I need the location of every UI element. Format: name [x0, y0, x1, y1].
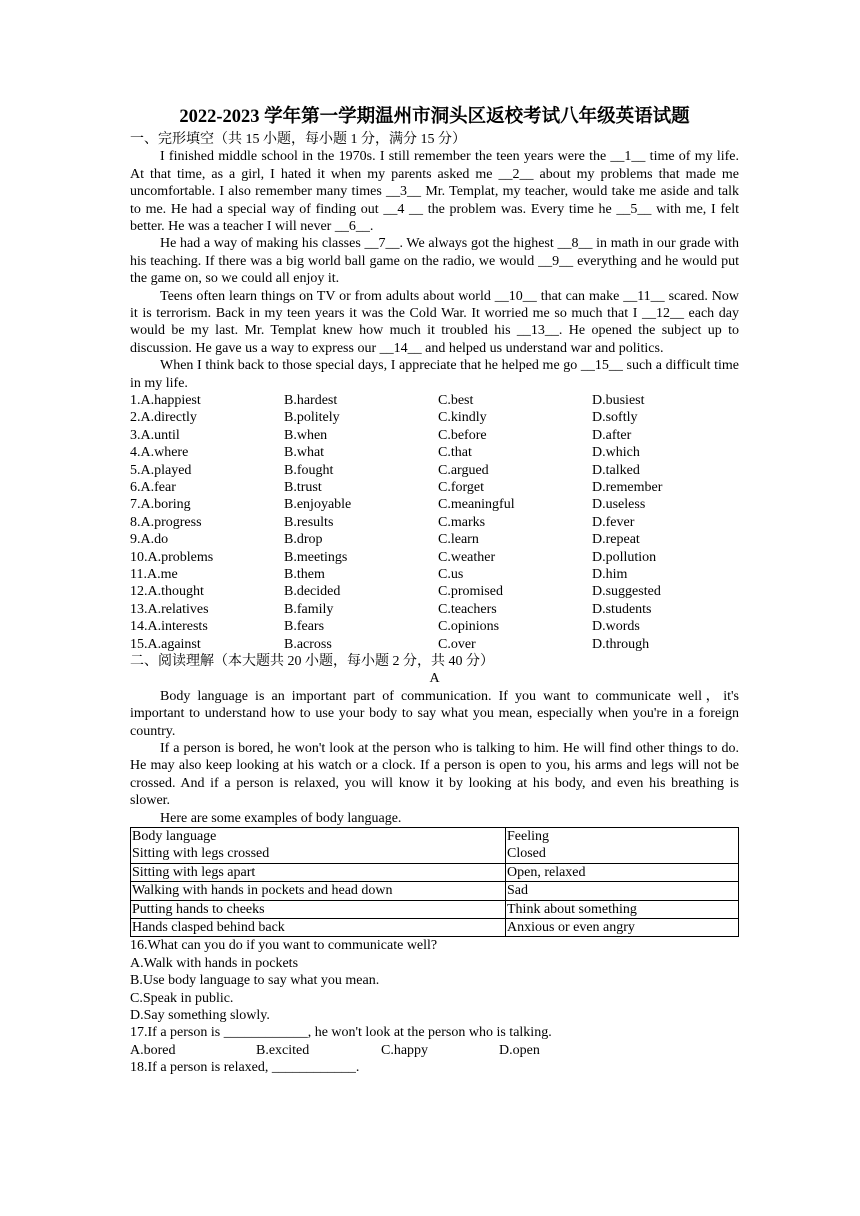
option-c: C.over: [438, 636, 476, 652]
option-a: 2.A.directly: [130, 410, 197, 426]
table-cell: Putting hands to cheeks: [132, 901, 265, 917]
option-b: B.politely: [284, 410, 340, 426]
option-c: C.that: [438, 445, 472, 461]
option-a: 12.A.thought: [130, 584, 204, 600]
option-d: D.suggested: [592, 584, 661, 600]
table-row: [131, 882, 739, 900]
option-c: C.best: [438, 393, 474, 409]
section1-heading: 一、完形填空（共 15 小题，每小题 1 分，满分 15 分）: [130, 132, 466, 147]
question-17-option-d: D.open: [499, 1042, 540, 1058]
table-header-row: [131, 828, 739, 864]
option-b: B.what: [284, 445, 325, 461]
option-b: B.when: [284, 427, 328, 443]
option-d: D.remember: [592, 480, 663, 496]
option-a: 1.A.happiest: [130, 393, 201, 409]
option-b: B.hardest: [284, 393, 338, 409]
option-c: C.marks: [438, 514, 486, 530]
option-d: D.repeat: [592, 532, 640, 548]
option-row-7: [130, 496, 739, 513]
table-cell: Hands clasped behind back: [132, 920, 285, 936]
option-c: C.forget: [438, 480, 485, 496]
option-d: D.softly: [592, 410, 638, 426]
option-a: 5.A.played: [130, 462, 192, 478]
option-c: C.meaningful: [438, 497, 515, 513]
table-header-feeling: Feeling: [507, 829, 549, 845]
option-c: C.learn: [438, 532, 479, 548]
option-c: C.teachers: [438, 601, 497, 617]
table-cell: Closed: [507, 846, 546, 862]
question-16-stem: 16.What can you do if you want to communicate well?: [130, 938, 438, 954]
question-16-option-c: C.Speak in public.: [130, 990, 234, 1006]
table-row: [131, 919, 739, 937]
option-a: 6.A.fear: [130, 480, 176, 496]
option-row-11: [130, 566, 739, 583]
option-b: B.across: [284, 636, 332, 652]
option-row-5: [130, 462, 739, 479]
option-c: C.weather: [438, 549, 496, 565]
option-row-1: [130, 392, 739, 409]
option-row-8: [130, 514, 739, 531]
option-b: B.decided: [284, 584, 341, 600]
option-c: C.before: [438, 427, 487, 443]
option-row-4: [130, 444, 739, 461]
option-d: D.talked: [592, 462, 640, 478]
table-cell: Walking with hands in pockets and head down: [132, 883, 393, 899]
option-row-6: [130, 479, 739, 496]
question-17-option-a: A.bored: [130, 1042, 176, 1058]
table-cell: Sitting with legs apart: [132, 864, 256, 880]
option-a: 15.A.against: [130, 636, 201, 652]
option-row-10: [130, 549, 739, 566]
option-c: C.us: [438, 567, 464, 582]
option-d: D.students: [592, 601, 652, 617]
option-b: B.family: [284, 601, 334, 617]
option-b: B.them: [284, 567, 325, 582]
reading-paragraph-3: Here are some examples of body language.: [160, 810, 402, 826]
option-d: D.fever: [592, 514, 635, 530]
option-b: B.results: [284, 514, 334, 530]
reading-paragraph-2: If a person is bored, he won't look at the person who is talking to him. He will find other things to do. He may also keep looking at his watch or a clock. If a person is open to you, his arms and legs will not be crossed. And if a person is relaxed, you will know it by looking at his body, and even his breathing is slower.: [130, 740, 739, 809]
body-language-table: [130, 827, 739, 937]
table-cell: Think about something: [507, 901, 637, 917]
cloze-options: [130, 392, 739, 653]
question-17-option-c: C.happy: [381, 1042, 429, 1058]
cloze-paragraph-3: Teens often learn things on TV or from adults about world __10__ that can make __11__ scared. Now it is terrorism. Back in my teen years it was the Cold War. It worried me so much that I __12__ each day would be my last. Mr. Templat knew how much it troubled his __13__. He opened the subject up to discussion. He gave us a way to express our __14__ and helped us understand war and politics.: [130, 288, 739, 356]
option-b: B.meetings: [284, 549, 348, 565]
option-c: C.kindly: [438, 410, 487, 426]
question-17-stem: 17.If a person is ____________, he won't look at the person who is talking.: [130, 1025, 552, 1041]
option-a: 11.A.me: [130, 567, 178, 582]
option-row-2: [130, 409, 739, 426]
option-c: C.opinions: [438, 619, 500, 635]
option-b: B.fought: [284, 462, 334, 478]
option-d: D.useless: [592, 497, 646, 513]
option-d: D.him: [592, 567, 628, 582]
option-row-14: [130, 618, 739, 635]
question-17-options: [130, 1042, 739, 1059]
table-cell: Sitting with legs crossed: [132, 846, 270, 862]
passage-label: A: [429, 671, 440, 687]
question-16-option-d: D.Say something slowly.: [130, 1008, 270, 1024]
exam-title: 2022-2023 学年第一学期温州市洞头区返校考试八年级英语试题: [179, 107, 690, 127]
option-b: B.fears: [284, 619, 325, 635]
table-cell: Sad: [507, 883, 528, 899]
question-16-option-a: A.Walk with hands in pockets: [130, 955, 299, 971]
table-cell: Anxious or even angry: [507, 920, 635, 936]
table-header-body-language: Body language: [132, 829, 217, 845]
table-row: [131, 863, 739, 881]
cloze-paragraph-1: I finished middle school in the 1970s. I still remember the teen years were the __1__ time of my life. At that time, as a girl, I hated it when my parents asked me __2__ about my problems that made me uncomfortable. I also remember many times __3__ Mr. Templat, my teacher, would take me aside and talk to me. He had a special way of finding out __4 __ the problem was. Every time he __5__ with me, I felt better. He was a teacher I will never __6__.: [130, 149, 739, 235]
section2-heading: 二、阅读理解（本大题共 20 小题，每小题 2 分，共 40 分）: [130, 653, 494, 669]
option-d: D.busiest: [592, 393, 645, 409]
option-d: D.after: [592, 427, 632, 443]
option-a: 4.A.where: [130, 445, 189, 461]
table-row: [131, 900, 739, 918]
option-row-15: [130, 636, 739, 653]
option-d: D.words: [592, 619, 640, 635]
option-b: B.drop: [284, 532, 323, 548]
cloze-paragraph-2: He had a way of making his classes __7__. We always got the highest __8__ in math in our grade with his teaching. If there was a big world ball game on the radio, we would __9__ everything and he would put the game on, so we could all enjoy it.: [130, 236, 739, 287]
option-a: 9.A.do: [130, 532, 169, 548]
option-a: 10.A.problems: [130, 549, 214, 565]
option-row-13: [130, 601, 739, 618]
question-16-option-b: B.Use body language to say what you mean.: [130, 973, 380, 989]
option-c: C.argued: [438, 462, 489, 478]
option-a: 13.A.relatives: [130, 601, 209, 617]
table-cell: Open, relaxed: [507, 864, 586, 880]
option-a: 14.A.interests: [130, 619, 208, 635]
question-18-stem: 18.If a person is relaxed, ____________.: [130, 1060, 360, 1076]
option-b: B.trust: [284, 480, 322, 496]
option-row-12: [130, 583, 739, 600]
cloze-paragraph-4: When I think back to those special days, I appreciate that he helped me go __15__ such a difficult time in my life.: [130, 358, 739, 391]
option-d: D.pollution: [592, 549, 657, 565]
option-row-3: [130, 427, 739, 444]
option-a: 8.A.progress: [130, 514, 202, 530]
reading-paragraph-1: Body language is an important part of communication. If you want to communicate well，it's important to understand how to use your body to say what you mean, especially when you're in a foreign country.: [130, 688, 739, 739]
option-row-9: [130, 531, 739, 548]
option-d: D.through: [592, 636, 650, 652]
option-a: 7.A.boring: [130, 497, 191, 513]
option-d: D.which: [592, 445, 640, 461]
option-b: B.enjoyable: [284, 497, 352, 513]
exam-page: [130, 105, 739, 1077]
option-c: C.promised: [438, 584, 503, 600]
option-a: 3.A.until: [130, 427, 180, 443]
question-17-option-b: B.excited: [256, 1042, 310, 1058]
